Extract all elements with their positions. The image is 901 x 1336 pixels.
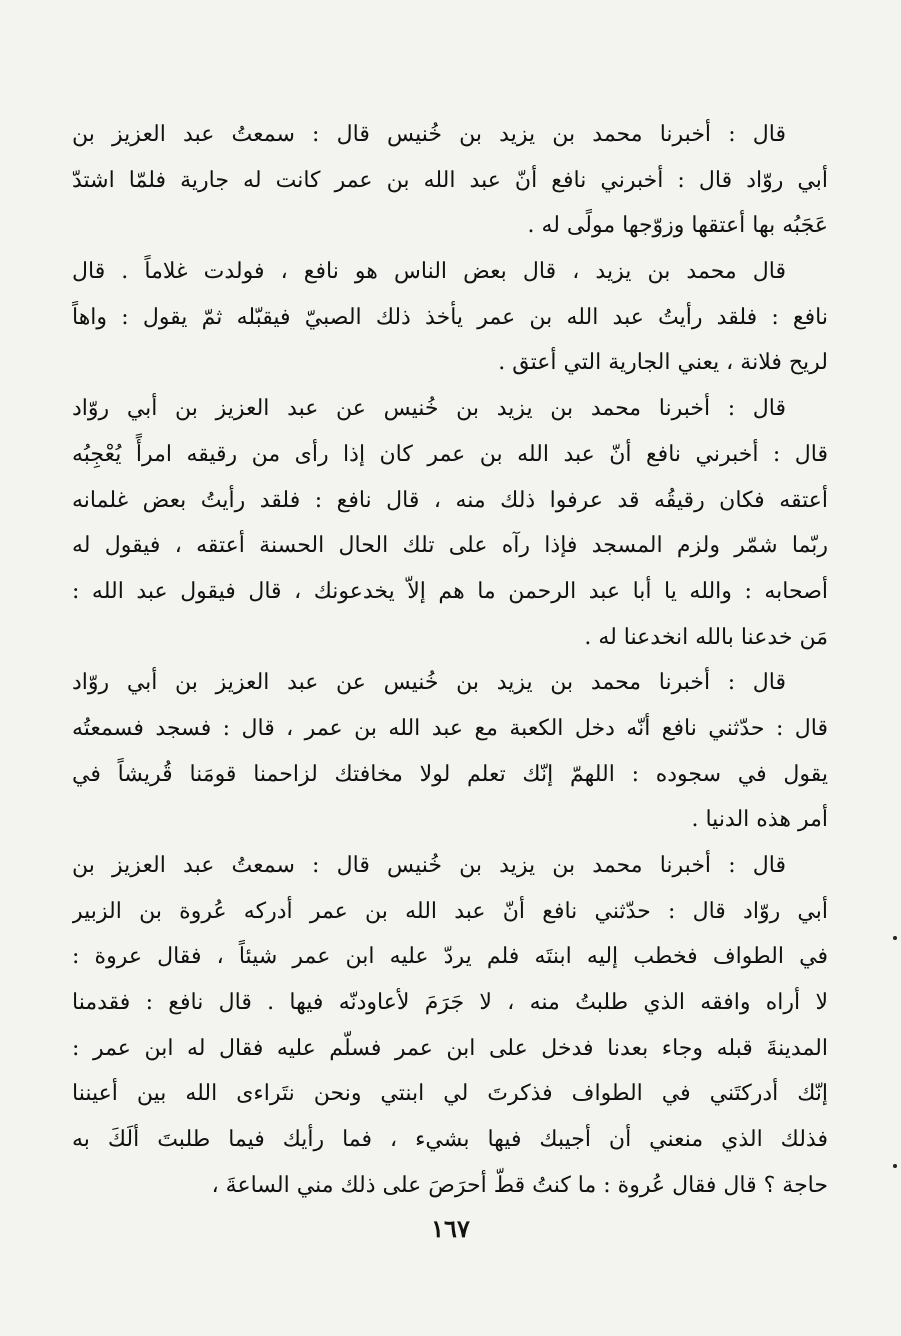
text-line: أمر هذه الدنيا . [691, 807, 828, 833]
text-line: لا أراه وافقه الذي طلبتُ منه ، لا جَرَمَ لأعاودنّه فيها . قال نافع : فقدمنا [72, 990, 828, 1016]
text-line: أبي روّاد قال : أخبرني نافع أنّ عبد الله بن عمر كانت له جارية فلمّا اشتدّ [72, 167, 828, 193]
text-line: في الطواف فخطب إليه ابنتَه فلم يردّ عليه ابن عمر شيئاً ، فقال عروة : [72, 944, 828, 970]
text-line: نافع : فلقد رأيتُ عبد الله بن عمر يأخذ ذلك الصبيّ فيقبّله ثمّ يقول : واهاً [72, 304, 828, 330]
text-line: المدينةَ قبله وجاء بعدنا فدخل على ابن عمر فسلّم عليه فقال له ابن عمر : [72, 1035, 828, 1061]
text-line: مَن خدعنا بالله انخدعنا له . [584, 624, 828, 650]
text-line: ربّما شمّر ولزم المسجد فإذا رآه على تلك الحال الحسنة أعتقه ، فيقول له [72, 533, 828, 559]
text-line: قال محمد بن يزيد ، قال بعض الناس هو نافع ، فولدت غلاماً . قال [72, 259, 786, 285]
page-number: ١٦٧ [431, 1214, 470, 1243]
text-line: حاجة ؟ قال فقال عُروة : ما كنتُ قطّ أحرَصَ على ذلك مني الساعةَ ، [211, 1172, 828, 1198]
text-line: فذلك الذي منعني أن أجيبك فيها بشيء ، فما رأيك فيما طلبتَ ألَكَ به [72, 1127, 828, 1153]
text-line: إنّك أدركتَني في الطواف فذكرتَ لي ابنتي ونحن نتَراءى الله بين أعيننا [72, 1081, 828, 1107]
scan-speck [893, 1164, 897, 1168]
text-line: لريح فلانة ، يعني الجارية التي أعتق . [498, 350, 828, 376]
text-line: قال : أخبرني نافع أنّ عبد الله بن عمر كان إذا رأى من رقيقه امرأً يُعْجِبُه [72, 441, 828, 467]
scan-speck [893, 936, 897, 940]
text-line: قال : حدّثني نافع أنّه دخل الكعبة مع عبد الله بن عمر ، قال : فسجد فسمعتُه [72, 715, 828, 741]
text-line: يقول في سجوده : اللهمّ إنّك تعلم لولا مخافتك لزاحمنا قومَنا قُريشاً في [72, 761, 828, 787]
body-text [72, 112, 828, 1209]
text-line: قال : أخبرنا محمد بن يزيد بن خُنيس قال : سمعتُ عبد العزيز بن [72, 122, 786, 147]
text-line: قال : أخبرنا محمد بن يزيد بن خُنيس قال : سمعتُ عبد العزيز بن [72, 853, 786, 878]
text-line: أعتقه فكان رقيقُه قد عرفوا ذلك منه ، قال نافع : فلقد رأيتُ بعض غلمانه [72, 487, 828, 513]
text-line: أصحابه : والله يا أبا عبد الرحمن ما هم إلاّ يخدعونك ، قال فيقول عبد الله : [72, 578, 828, 604]
text-line: أبي روّاد قال : حدّثني نافع أنّ عبد الله بن عمر أدركه عُروة بن الزبير [72, 898, 828, 924]
text-line: عَجَبُه بها أعتقها وزوّجها مولًى له . [527, 213, 828, 239]
text-line: قال : أخبرنا محمد بن يزيد بن خُنيس عن عبد العزيز بن أبي روّاد [72, 396, 786, 422]
text-line: قال : أخبرنا محمد بن يزيد بن خُنيس عن عبد العزيز بن أبي روّاد [72, 670, 786, 696]
